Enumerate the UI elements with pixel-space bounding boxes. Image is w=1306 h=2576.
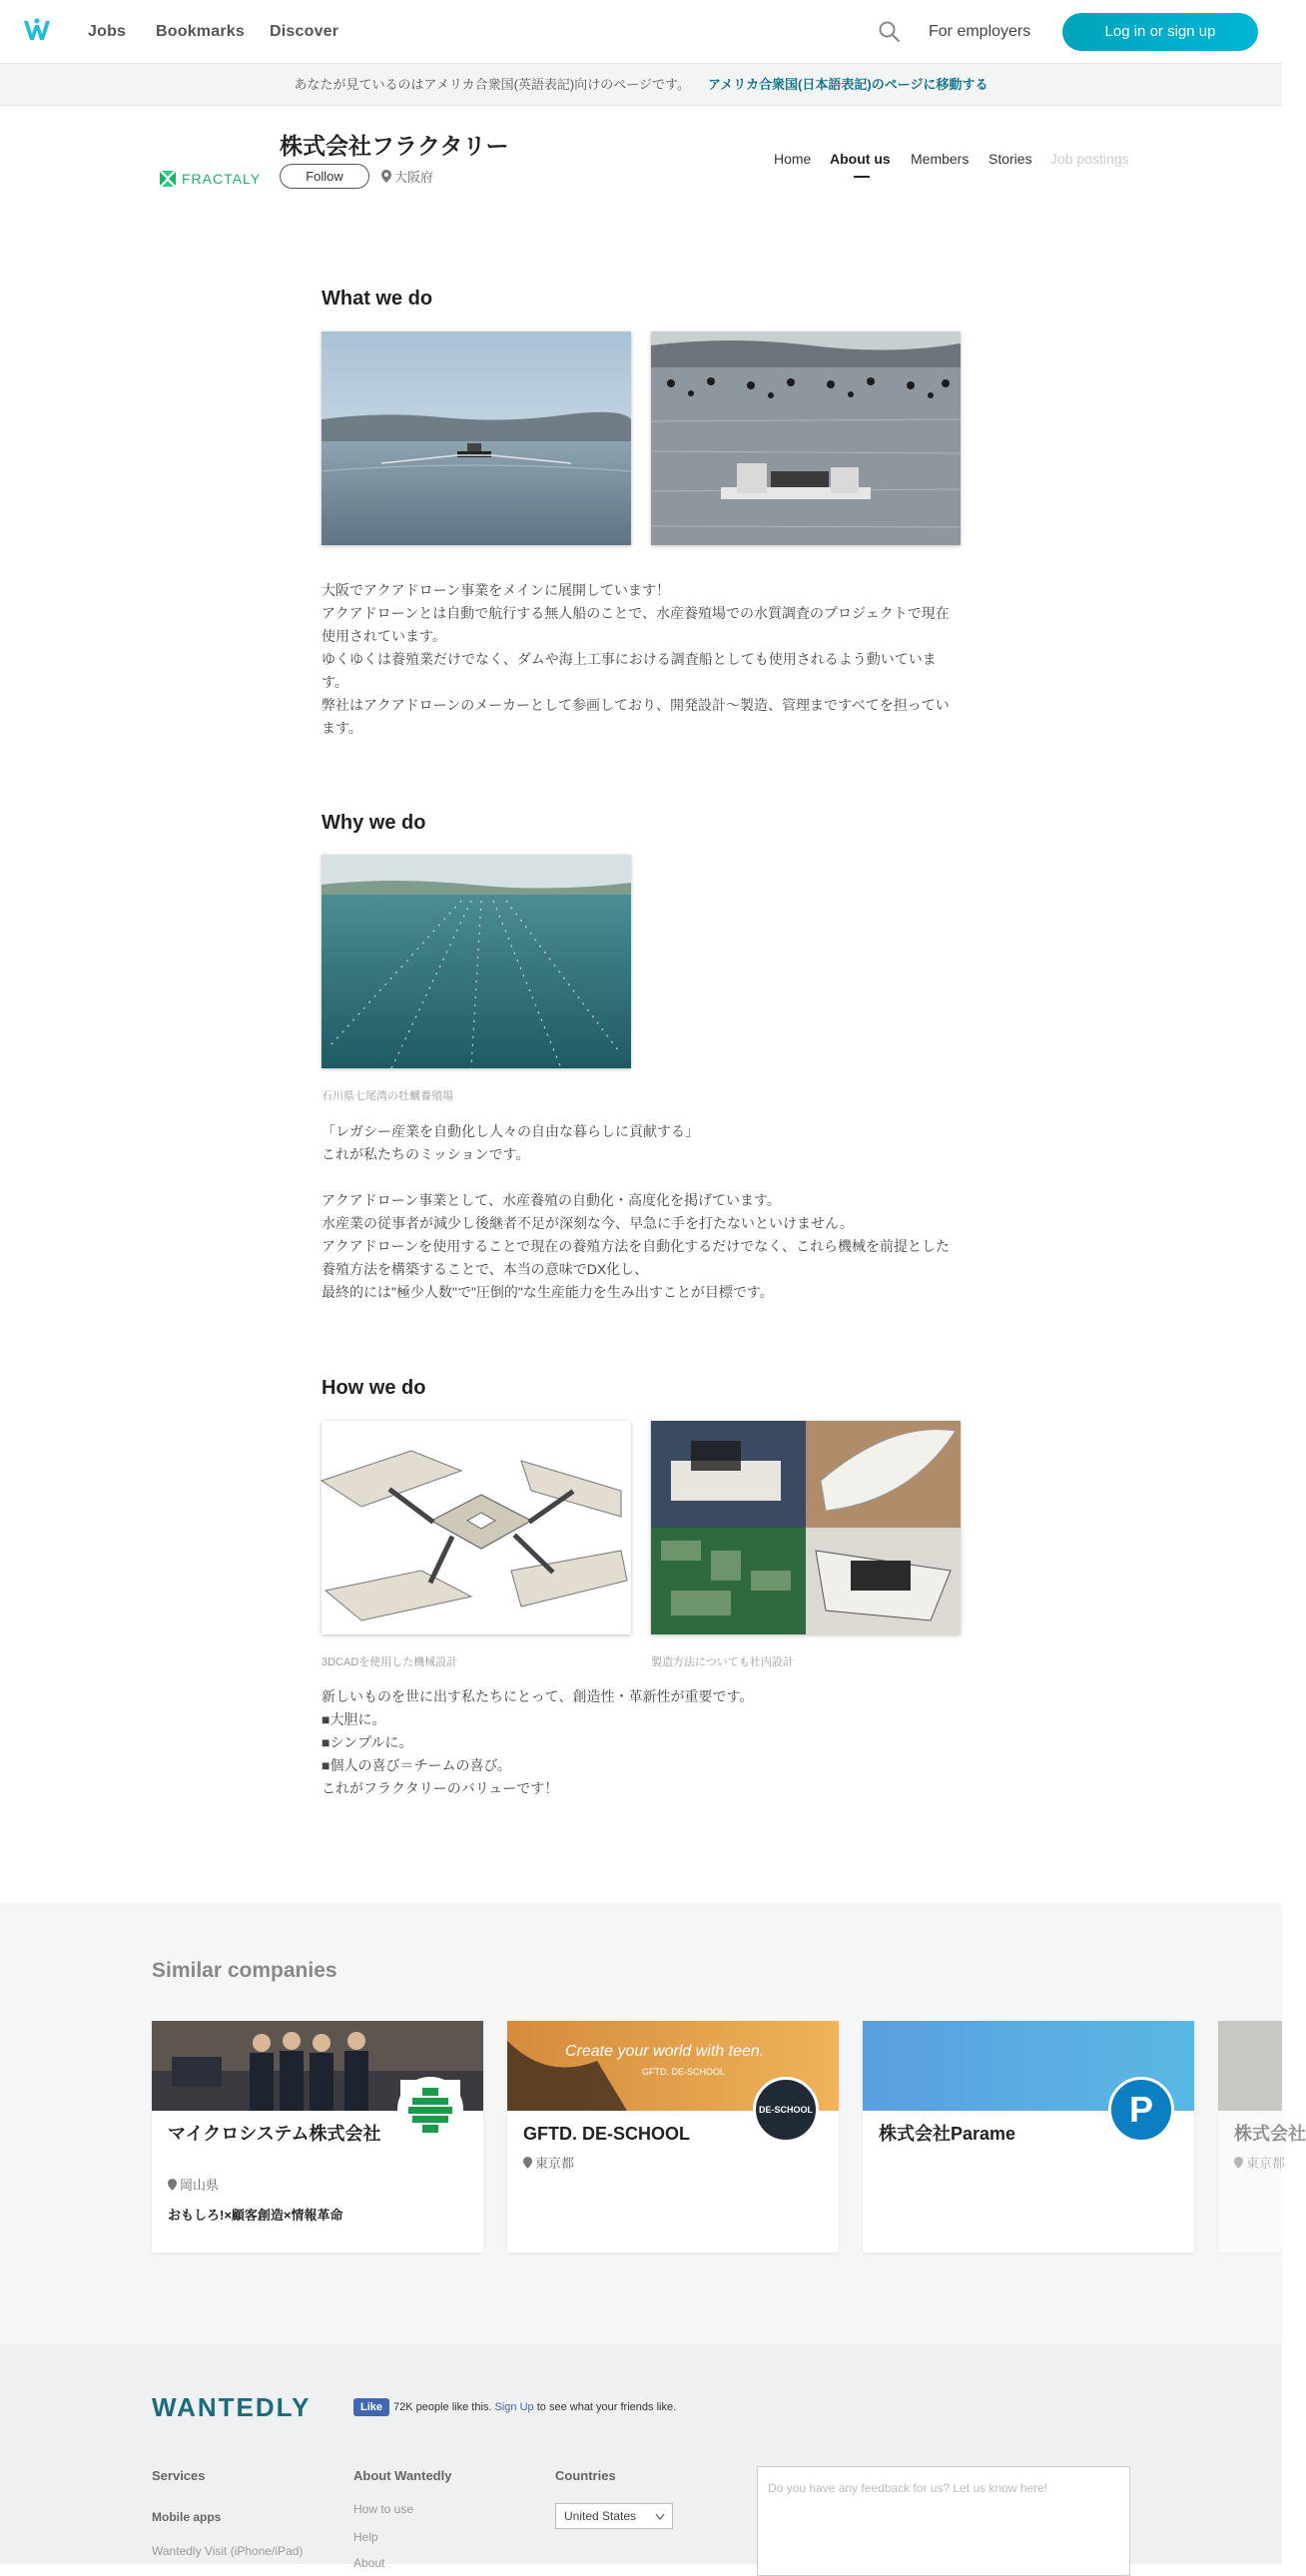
why-line: 最終的には"極少人数"で"圧倒的"な生産能力を生み出すことが目標です。 <box>322 1284 774 1300</box>
footer-help-link[interactable]: Help <box>353 2530 378 2544</box>
company-location-text: 大阪府 <box>394 170 434 185</box>
company-card-name: 株式会社 <box>1234 2124 1306 2144</box>
login-signup-button[interactable]: Log in or sign up <box>1062 13 1258 51</box>
footer-visit-app-link[interactable]: Wantedly Visit (iPhone/iPad) <box>152 2544 304 2558</box>
company-logo[interactable] <box>158 168 262 190</box>
facebook-like-widget <box>353 2398 676 2416</box>
company-card-cover <box>1218 2021 1282 2111</box>
follow-button[interactable]: Follow <box>280 164 369 189</box>
company-card[interactable] <box>152 2021 483 2253</box>
footer-about-link[interactable]: About <box>353 2556 385 2570</box>
footer-logo[interactable] <box>152 2392 312 2423</box>
location-pin-icon <box>523 2157 532 2169</box>
why-line <box>322 1166 963 1189</box>
region-switch-link[interactable]: アメリカ合衆国(日本語表記)のページに移動する <box>707 77 988 92</box>
cad-photo-caption: 3DCADを使用した機械設計 <box>322 1656 458 1668</box>
how-line: ■シンプルに。 <box>322 1734 413 1750</box>
top-navigation <box>0 0 1282 64</box>
footer-about-heading: About Wantedly <box>353 2468 452 2483</box>
company-card-name: 株式会社Parame <box>879 2124 1016 2144</box>
what-we-do-description <box>322 579 963 740</box>
what-photo-2 <box>651 331 961 545</box>
why-line: これが私たちのミッションです。 <box>322 1146 530 1162</box>
country-select[interactable] <box>555 2503 673 2529</box>
company-card-partial[interactable] <box>1218 2021 1306 2253</box>
how-line: ■個人の喜び＝チームの喜び。 <box>322 1757 511 1773</box>
region-banner <box>0 64 1282 106</box>
company-logo-text: FRACTALY <box>182 171 262 187</box>
company-card-location <box>168 2175 219 2194</box>
cover-brand: GFTD. DE-SCHOOL <box>642 2067 726 2077</box>
company-card-avatar <box>753 2077 819 2143</box>
why-we-do-description <box>322 1120 963 1304</box>
what-we-do-title: What we do <box>322 288 433 310</box>
tab-about-us[interactable]: About us <box>830 151 891 167</box>
chevron-down-icon <box>656 2514 664 2520</box>
nav-discover[interactable]: Discover <box>270 23 339 40</box>
company-card-location <box>523 2153 574 2172</box>
why-we-do-title: Why we do <box>322 812 426 834</box>
company-card-location-text: 岡山県 <box>180 2178 220 2193</box>
what-line: アクアドローンとは自動で航行する無人船のことで、水産養殖場での水質調査のプロジェクトで現在 <box>322 605 950 621</box>
footer-services-heading: Services <box>152 2468 206 2483</box>
footer-countries-heading: Countries <box>555 2468 616 2483</box>
search-icon[interactable] <box>877 19 903 45</box>
wantedly-logo-icon[interactable] <box>22 18 52 44</box>
tab-job-postings: Job postings <box>1050 151 1129 167</box>
footer-logo-text: WANTEDLY <box>152 2392 312 2422</box>
why-photo-caption: 石川県七尾湾の牡蠣養殖場 <box>322 1090 453 1102</box>
what-photo-1 <box>322 331 631 545</box>
avatar-letter: P <box>1128 2089 1153 2130</box>
facebook-like-count: 72K people like this. <box>393 2401 492 2413</box>
how-line: これがフラクタリーのバリューです！ <box>322 1780 559 1796</box>
fractaly-logo-icon <box>158 170 178 188</box>
footer-how-to-use-link[interactable]: How to use <box>353 2502 414 2516</box>
region-banner-text: あなたが見ているのはアメリカ合衆国(英語表記)向けのページです。 <box>294 77 690 92</box>
country-select-value: United States <box>564 2509 637 2523</box>
cover-slogan: Create your world with teen. <box>565 2043 765 2060</box>
location-pin-icon <box>168 2179 177 2191</box>
location-pin-icon <box>381 170 391 183</box>
company-location <box>381 167 433 186</box>
company-card-avatar <box>397 2077 463 2143</box>
location-pin-icon <box>1234 2157 1243 2169</box>
why-line: アクアドローンを使用することで現在の養殖方法を自動化するだけでなく、これら機械を前提とした <box>322 1238 951 1254</box>
why-line: 水産業の従事者が減少し後継者不足が深刻な今、早急に手を打たないといけません。 <box>322 1215 854 1231</box>
how-line: 新しいものを世に出す私たちにとって、創造性・革新性が重要です。 <box>322 1688 754 1704</box>
company-card[interactable] <box>507 2021 839 2253</box>
what-line: す。 <box>322 674 348 690</box>
company-name: 株式会社フラクタリー <box>280 133 509 159</box>
how-photo-manufacturing <box>651 1421 961 1634</box>
what-line: 弊社はアクアドローンのメーカーとして参画しており、開発設計～製造、管理まですべてを担ってい <box>322 697 950 713</box>
how-we-do-description <box>322 1685 963 1800</box>
company-card-tagline: おもしろ!×顧客創造×情報革命 <box>168 2208 343 2223</box>
company-card-name: GFTD. DE-SCHOOL <box>523 2124 690 2144</box>
company-card-location-text: 東京都 <box>1246 2156 1286 2171</box>
what-line: ゆくゆくは養殖業だけでなく、ダムや海上工事における調査船としても使用されるよう動いていま <box>322 651 937 667</box>
tab-home[interactable]: Home <box>774 151 812 167</box>
company-card[interactable] <box>863 2021 1194 2253</box>
feedback-textarea[interactable]: Do you have any feedback for us? Let us know here! <box>757 2466 1130 2576</box>
why-line: アクアドローン事業として、水産養殖の自動化・高度化を掲げています。 <box>322 1192 781 1208</box>
company-card-location <box>1234 2153 1285 2172</box>
company-card-name: マイクロシステム株式会社 <box>168 2124 381 2144</box>
facebook-like-button[interactable]: Like <box>353 2398 389 2416</box>
company-card-location-text: 東京都 <box>535 2156 575 2171</box>
manufacturing-photo-caption: 製造方法についても社内設計 <box>651 1656 794 1668</box>
what-line: 大阪でアクアドローン事業をメインに展開しています！ <box>322 582 671 598</box>
tab-members[interactable]: Members <box>911 151 970 167</box>
facebook-signup-link[interactable]: Sign Up <box>494 2401 534 2413</box>
how-photo-cad <box>322 1421 631 1634</box>
tab-stories[interactable]: Stories <box>988 151 1032 167</box>
company-card-avatar <box>1108 2077 1174 2143</box>
nav-jobs[interactable]: Jobs <box>88 23 127 40</box>
why-line: 「レガシー産業を自動化し人々の自由な暮らしに貢献する」 <box>322 1123 699 1139</box>
footer-mobile-apps-heading: Mobile apps <box>152 2510 222 2524</box>
what-line: ます。 <box>322 720 362 736</box>
for-employers-link[interactable]: For employers <box>929 23 1031 40</box>
facebook-like-text: to see what your friends like. <box>536 2401 677 2413</box>
nav-bookmarks[interactable]: Bookmarks <box>156 23 245 40</box>
active-tab-indicator <box>854 176 870 178</box>
what-line: 使用されています。 <box>322 628 446 644</box>
similar-companies-title: Similar companies <box>152 1959 337 1982</box>
avatar-text: DE-SCHOOL <box>759 2105 813 2115</box>
how-we-do-title: How we do <box>322 1377 426 1399</box>
why-line: 養殖方法を構築することで、本当の意味でDX化し、 <box>322 1261 649 1277</box>
how-line: ■大胆に。 <box>322 1711 386 1727</box>
why-photo <box>322 855 631 1068</box>
